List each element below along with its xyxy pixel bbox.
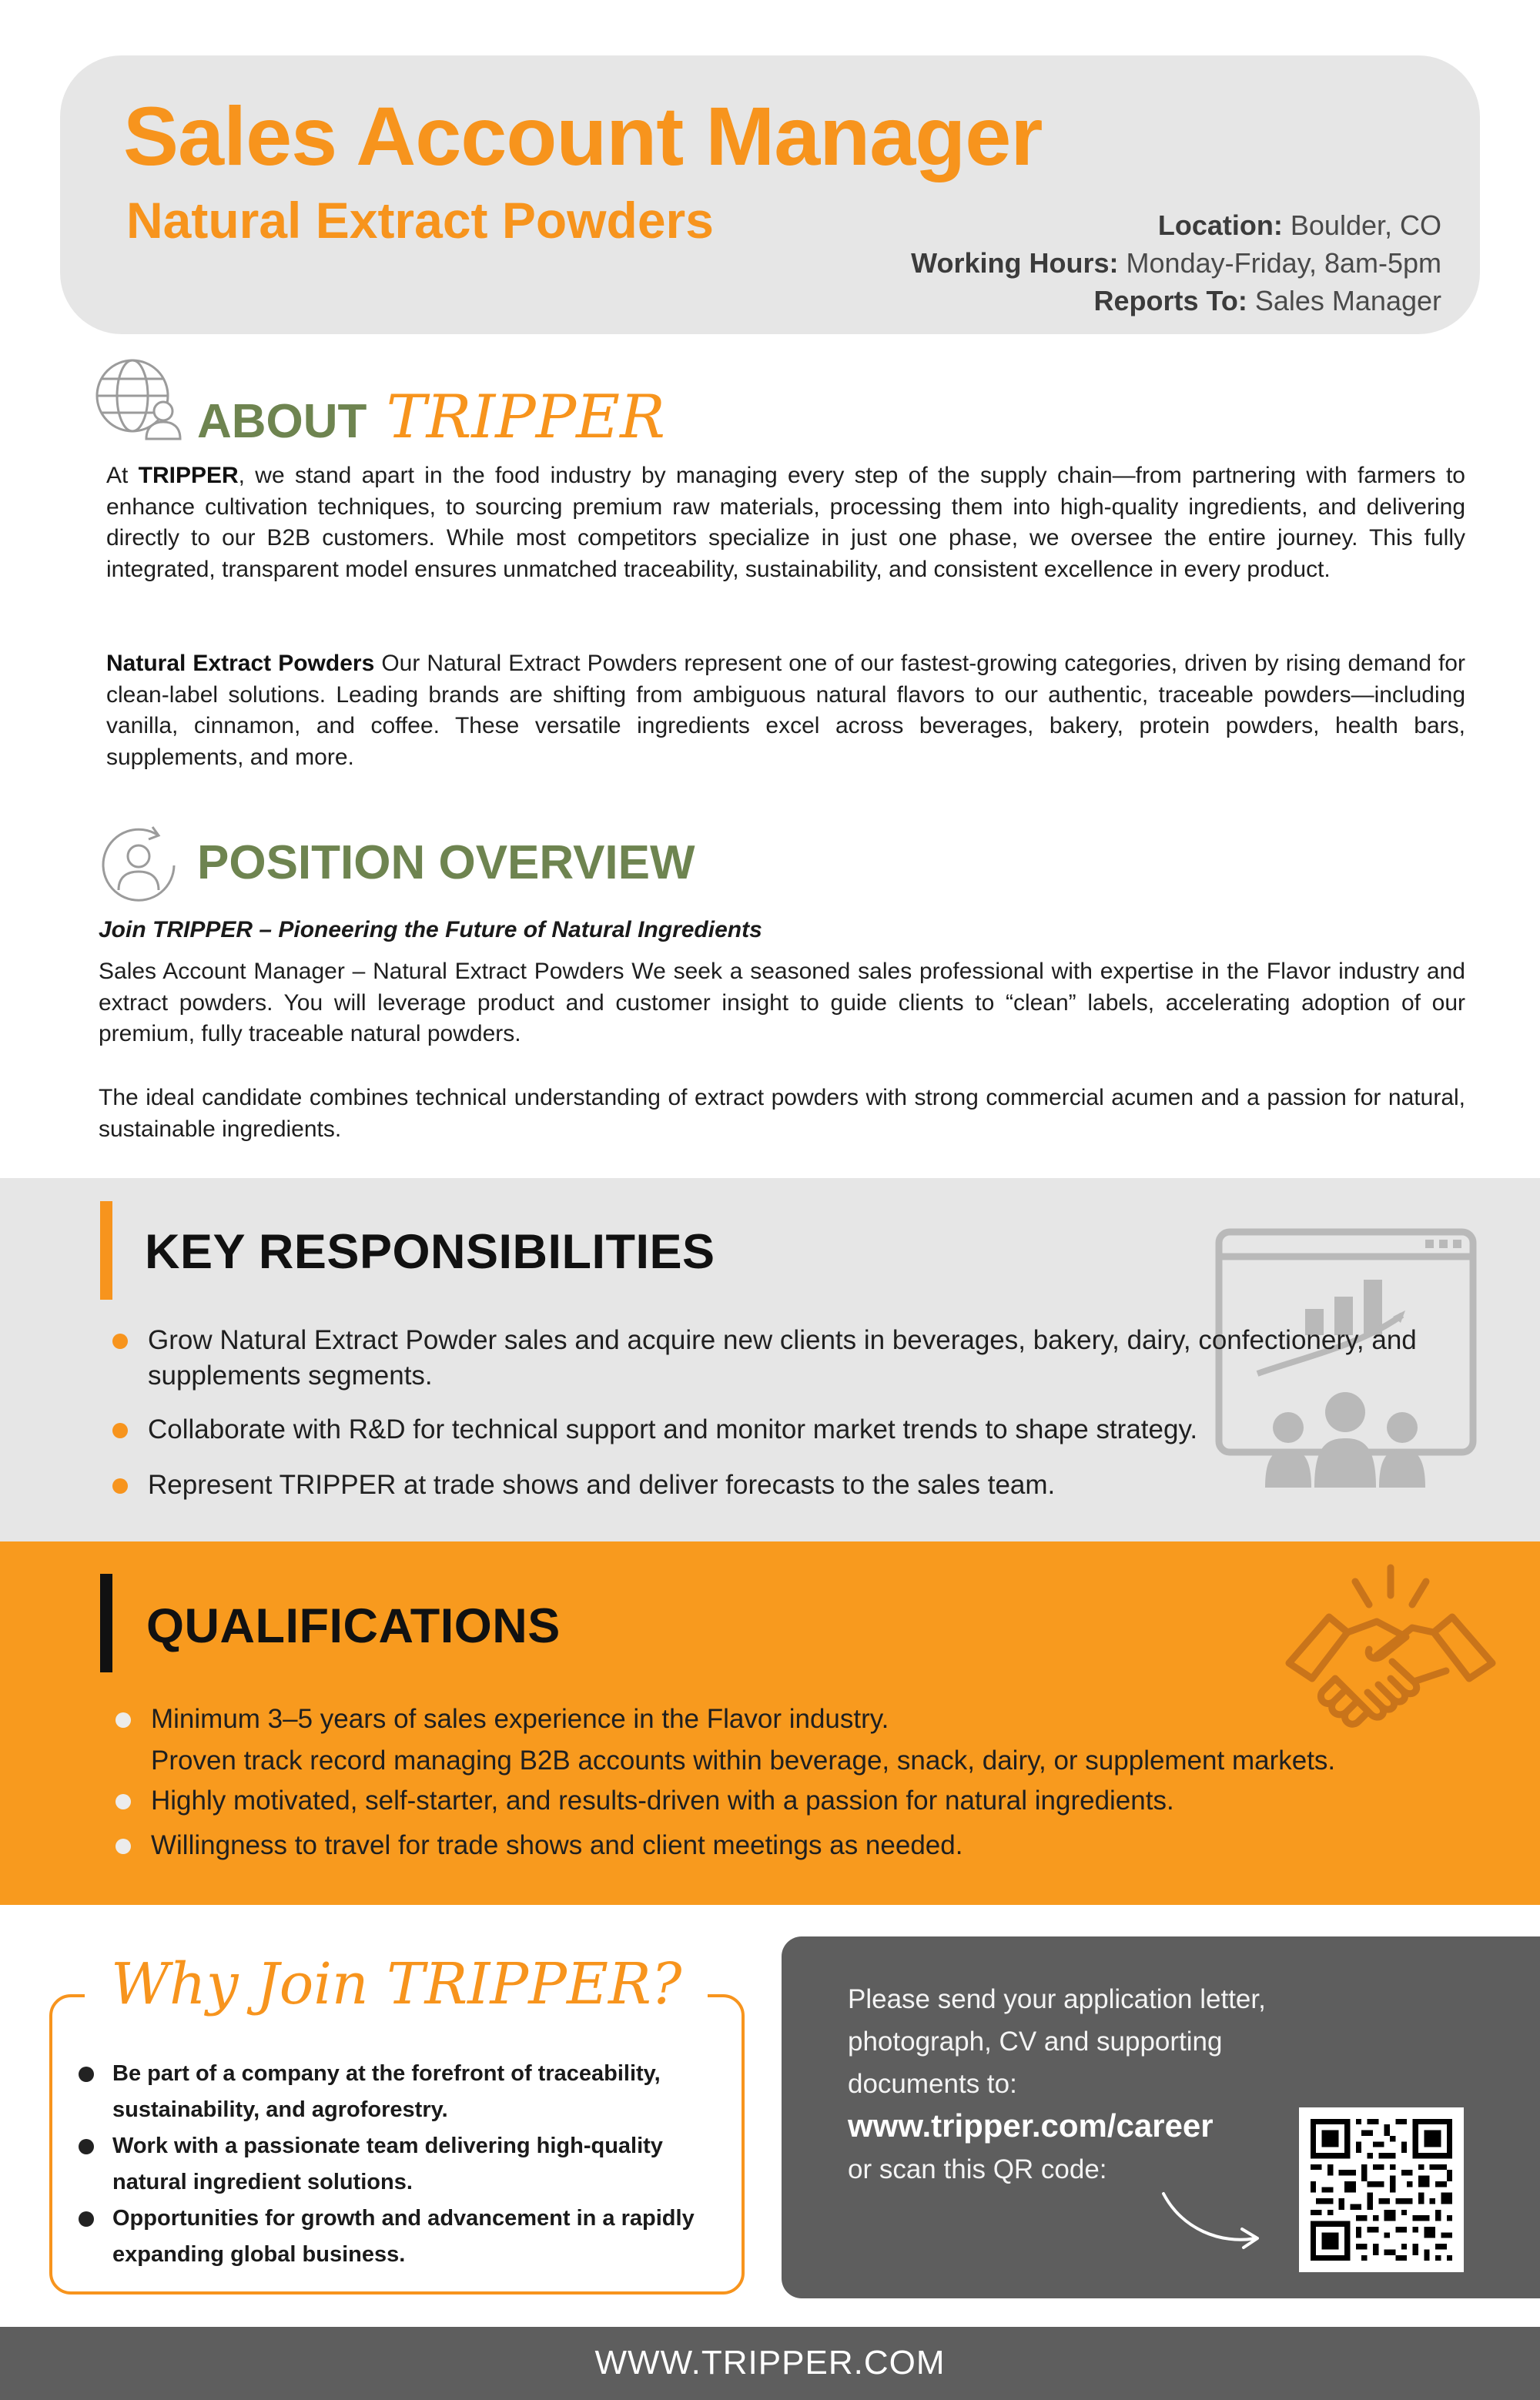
footer-url[interactable]: WWW.TRIPPER.COM — [594, 2344, 946, 2382]
about-p1-lead: At — [106, 463, 139, 488]
location-line — [911, 206, 1441, 244]
responsibility-text: Represent TRIPPER at trade shows and deliver forecasts to the sales team. — [148, 1470, 1056, 1500]
application-panel — [782, 1936, 1540, 2298]
list-item — [0, 1828, 1540, 1863]
responsibility-text: Grow Natural Extract Powder sales and acquire new clients in beverages, bakery, dairy, confectionery, and supplements segments. — [148, 1325, 1417, 1391]
bullet-icon — [79, 2067, 94, 2082]
person-refresh-icon — [94, 821, 183, 914]
overview-heading: POSITION OVERVIEW — [197, 836, 695, 889]
list-item — [77, 2128, 724, 2201]
list-item — [0, 1743, 1540, 1779]
bullet-icon — [116, 1839, 131, 1854]
qualifications-list — [0, 1702, 1540, 1863]
career-link[interactable]: www.tripper.com/career — [848, 2107, 1214, 2144]
scan-instructions: or scan this QR code: — [848, 2154, 1107, 2184]
about-p1-brand: TRIPPER — [138, 463, 239, 488]
bullet-icon — [116, 1794, 131, 1809]
qualification-text: Minimum 3–5 years of sales experience in the Flavor industry. — [151, 1704, 889, 1734]
overview-tagline: Join TRIPPER – Pioneering the Future of Natural Ingredients — [99, 917, 762, 942]
globe-person-icon — [92, 354, 186, 449]
list-item — [77, 2201, 724, 2273]
about-p2-rest: Our Natural Extract Powders represent one of our fastest-growing categories, driven by rising demand for clean-label solutions. Leading brands are shifting from ambiguous natural flavors to our authentic, traceable powders—including vanilla, cinnamon, and coffee. These versatile ingredients excel across beverages, bakery, protein powders, health bars, supplements, and more. — [106, 651, 1465, 770]
overview-paragraph-1: Sales Account Manager – Natural Extract Powders We seek a seasoned sales professional with expertise in the Flavor industry and extract powders. You will leverage product and customer insight to guide clients to “clean” labels, accelerating adoption of our premium, fully traceable natural powders. — [99, 959, 1465, 1046]
bullet-icon — [112, 1423, 128, 1438]
about-paragraph-1 — [106, 460, 1465, 585]
job-subtitle: Natural Extract Powders — [126, 192, 714, 249]
hours-value: Monday-Friday, 8am-5pm — [1126, 247, 1441, 279]
header-card — [60, 55, 1480, 334]
arrow-icon — [1159, 2183, 1267, 2252]
list-item — [0, 1468, 1540, 1503]
why-join-heading: Why Join TRIPPER? — [85, 1951, 708, 2017]
why-join-text: Opportunities for growth and advancement in a rapidly expanding global business. — [112, 2206, 695, 2267]
responsibilities-heading: KEY RESPONSIBILITIES — [145, 1225, 715, 1279]
overview-paragraph-2: The ideal candidate combines technical understanding of extract powders with strong commercial acumen and a passion for natural, sustainable ingredients. — [99, 1085, 1465, 1142]
hours-line — [911, 244, 1441, 282]
location-label: Location: — [1157, 209, 1283, 241]
about-paragraph-2 — [106, 648, 1465, 773]
responsibilities-list — [0, 1323, 1540, 1503]
about-heading-prefix: ABOUT — [197, 395, 367, 448]
job-title: Sales Account Manager — [123, 89, 1043, 182]
qualifications-heading: QUALIFICATIONS — [146, 1599, 561, 1653]
responsibility-text: Collaborate with R&D for technical support and monitor market trends to shape strategy. — [148, 1414, 1198, 1444]
qualification-text: Proven track record managing B2B accounts within beverage, snack, dairy, or supplement markets. — [151, 1746, 1336, 1776]
reports-label: Reports To: — [1093, 285, 1247, 316]
reports-value: Sales Manager — [1254, 285, 1441, 316]
about-heading-brand: TRIPPER — [386, 383, 665, 452]
qualification-text: Willingness to travel for trade shows and client meetings as needed. — [151, 1830, 963, 1860]
bullet-icon — [112, 1478, 128, 1494]
why-join-list — [77, 2056, 724, 2273]
hours-label: Working Hours: — [911, 247, 1119, 279]
qualification-text: Highly motivated, self-starter, and results-driven with a passion for natural ingredients. — [151, 1786, 1174, 1816]
bullet-icon — [79, 2139, 94, 2154]
bullet-icon — [79, 2211, 94, 2227]
list-item — [0, 1783, 1540, 1819]
bullet-icon — [116, 1712, 131, 1728]
bullet-icon — [112, 1334, 128, 1349]
reports-line — [911, 282, 1441, 320]
list-item — [0, 1323, 1540, 1394]
job-details — [911, 206, 1441, 320]
qualifications-accent-bar — [100, 1574, 112, 1672]
why-join-text: Work with a passionate team delivering high-quality natural ingredient solutions. — [112, 2134, 663, 2194]
why-join-text: Be part of a company at the forefront of traceability, sustainability, and agroforestry. — [112, 2061, 661, 2122]
list-item — [0, 1702, 1540, 1737]
about-p1-rest: , we stand apart in the food industry by managing every step of the supply chain—from partnering with farmers to enhance cultivation techniques, to sourcing premium raw materials, processing them into high-quality ingredients, and delivering directly to our B2B customers. While most competitors specialize in just one phase, we oversee the entire journey. This fully integrated, transparent model ensures unmatched traceability, sustainability, and consistent excellence in every product. — [106, 463, 1465, 582]
responsibilities-accent-bar — [100, 1201, 112, 1300]
about-heading — [197, 383, 665, 452]
location-value: Boulder, CO — [1290, 209, 1441, 241]
footer-bar — [0, 2327, 1540, 2400]
application-instructions: Please send your application letter, photograph, CV and supporting documents to: — [848, 1984, 1266, 2099]
list-item — [0, 1412, 1540, 1448]
list-item — [77, 2056, 724, 2128]
about-p2-lead: Natural Extract Powders — [106, 651, 375, 676]
qr-code[interactable] — [1299, 2107, 1464, 2272]
